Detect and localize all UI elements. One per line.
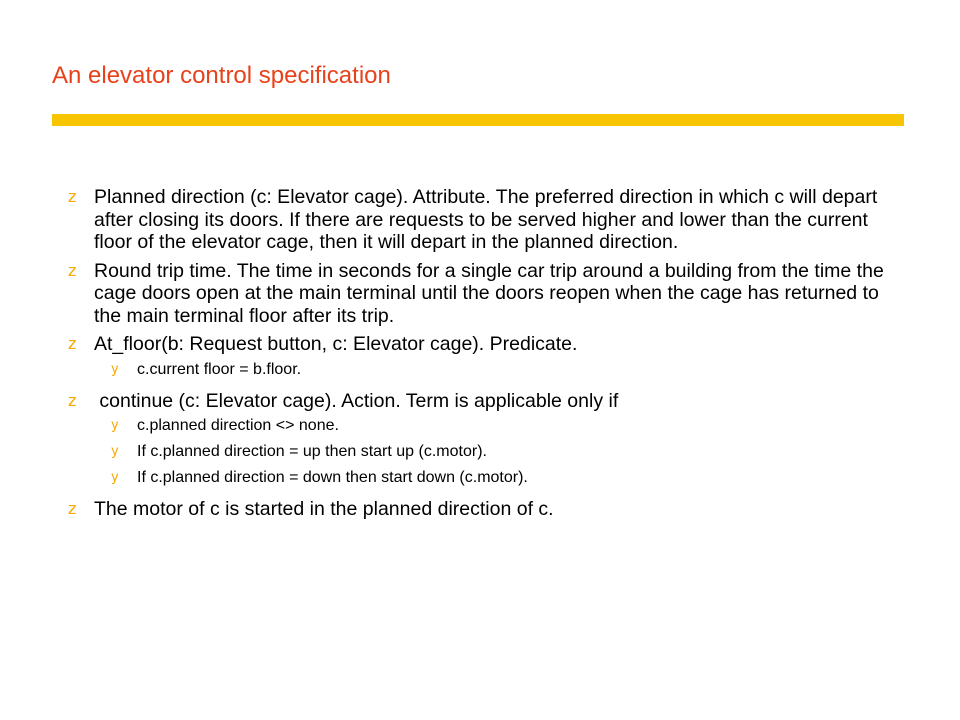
square-bullet-icon: z: [68, 390, 77, 410]
sub-bullet-item: [111, 468, 898, 488]
bullet-item: [68, 390, 898, 413]
square-bullet-icon: z: [68, 260, 77, 280]
bullet-text: Planned direction (c: Elevator cage). Attribute. The preferred direction in which c will depart after closing its doors. If there are requests to be served higher and lower than the current floor of the elevator cage, then it will depart in the planned direction.: [94, 186, 878, 253]
box-check-icon: y: [111, 470, 119, 485]
sub-bullet-text: c.current floor = b.floor.: [137, 360, 302, 378]
sub-bullet-item: [111, 360, 898, 380]
bullet-text: continue (c: Elevator cage). Action. Term is applicable only if: [94, 389, 619, 412]
box-check-icon: y: [111, 418, 119, 433]
bullet-text: At_floor(b: Request button, c: Elevator cage). Predicate.: [94, 333, 578, 355]
slide-title: An elevator control specification: [52, 62, 391, 89]
sub-bullet-list: [68, 416, 898, 488]
bullet-text: Round trip time. The time in seconds for a single car trip around a building from the time the cage doors open at the main terminal until the doors reopen when the cage has returned to the main terminal floor after its trip.: [94, 259, 884, 327]
bullet-item: [68, 186, 898, 254]
square-bullet-icon: z: [68, 187, 77, 206]
sub-bullet-list: [68, 360, 898, 380]
title-divider-bar: [52, 114, 904, 126]
sub-bullet-text: If c.planned direction = down then start down (c.motor).: [137, 469, 528, 486]
bullet-item: [68, 260, 898, 328]
square-bullet-icon: z: [68, 499, 77, 518]
bullet-item: [68, 333, 898, 356]
box-check-icon: y: [111, 444, 119, 459]
sub-bullet-item: [111, 442, 898, 462]
square-bullet-icon: z: [68, 334, 77, 353]
bullet-item: [68, 498, 898, 521]
sub-bullet-text: If c.planned direction = up then start up (c.motor).: [137, 443, 487, 460]
box-check-icon: y: [111, 361, 119, 377]
bullet-text: The motor of c is started in the planned direction of c.: [94, 498, 554, 520]
sub-bullet-item: [111, 416, 898, 436]
sub-bullet-text: c.planned direction <> none.: [137, 417, 339, 434]
bullet-list: [68, 186, 898, 527]
